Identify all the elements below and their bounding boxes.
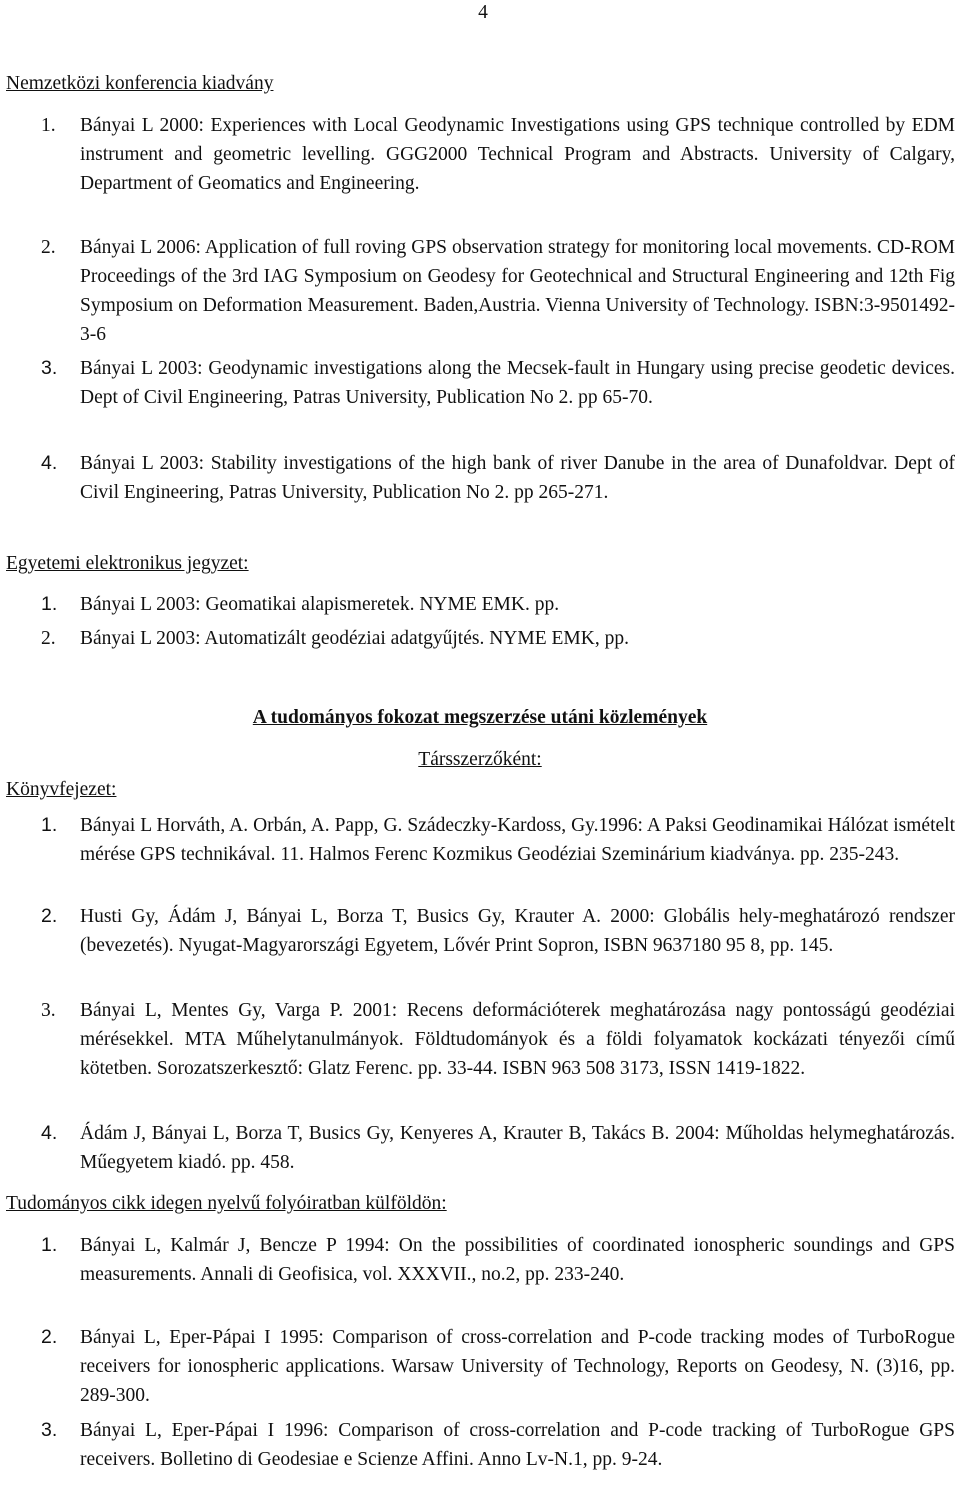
- list-item: [41, 590, 955, 619]
- list-item: [41, 996, 955, 1083]
- item-text: Bányai L, Eper-Pápai I 1996: Comparison of cross-correlation and P-code tracking of TurboRogue GPS receivers. Bolletino di Geodesiae e Scienze Affini. Anno Lv-N.1, pp. 9-24.: [80, 1420, 955, 1470]
- item-number: 1.: [41, 1234, 58, 1256]
- page-number: 4: [478, 2, 488, 23]
- section-heading-conference: Nemzetközi konferencia kiadvány: [6, 73, 274, 94]
- list-item: [41, 233, 955, 349]
- item-text: Bányai L, Mentes Gy, Varga P. 2001: Recens deformációterek meghatározása nagy pontosságú geodéziai mérésekkel. MTA Műhelytanulmányok. Földtudományok és a földi folyamatok kockázati tényezői című kötetben. Sorozatszerkesztő: Glatz Ferenc. pp. 33-44. ISBN 963 508 3173, ISSN 1419-1822.: [80, 1000, 955, 1079]
- list-item: [41, 1231, 955, 1289]
- list-item: [41, 624, 955, 653]
- item-text: Husti Gy, Ádám J, Bányai L, Borza T, Busics Gy, Krauter A. 2000: Globális hely-meghatározó rendszer (bevezetés). Nyugat-Magyarországi Egyetem, Lővér Print Sopron, ISBN 9637180 95 8, pp. 145.: [80, 906, 955, 956]
- item-number: 1.: [41, 115, 56, 136]
- item-text: Bányai L 2003: Geomatikai alapismeretek. NYME EMK. pp.: [80, 594, 560, 615]
- item-text: Bányai L Horváth, A. Orbán, A. Papp, G. Szádeczky-Kardoss, Gy.1996: A Paksi Geodinamikai Hálózat ismételt mérése GPS technikával. 11. Halmos Ferenc Kozmikus Geodéziai Szeminárium kiadványa. pp. 235-243.: [80, 815, 955, 865]
- item-number: 3.: [41, 1419, 58, 1441]
- list-item: [41, 1323, 955, 1410]
- item-number: 2.: [41, 905, 58, 927]
- section-heading-lecture-notes: Egyetemi elektronikus jegyzet:: [6, 553, 249, 574]
- list-item: [41, 902, 955, 960]
- sub-title-wrap: [0, 745, 960, 774]
- item-text: Bányai L 2003: Automatizált geodéziai adatgyűjtés. NYME EMK, pp.: [80, 628, 629, 649]
- item-text: Bányai L 2003: Stability investigations of the high bank of river Danube in the area of Dunafoldvar. Dept of Civil Engineering, Patras University, Publication No 2. pp 265-271.: [80, 453, 955, 503]
- item-text: Bányai L 2000: Experiences with Local Geodynamic Investigations using GPS technique controlled by EDM instrument and geometric levelling. GGG2000 Technical Program and Abstracts. University of Calgary, Department of Geomatics and Engineering.: [80, 115, 955, 194]
- item-number: 1.: [41, 814, 58, 836]
- item-number: 2.: [41, 1326, 58, 1348]
- section-heading-foreign-articles: Tudományos cikk idegen nyelvű folyóiratban külföldön:: [6, 1193, 447, 1214]
- list-item: [41, 449, 955, 507]
- item-number: 2.: [41, 628, 56, 649]
- list-item: [41, 354, 955, 412]
- list-item: [41, 1119, 955, 1177]
- item-text: Bányai L 2006: Application of full roving GPS observation strategy for monitoring local movements. CD-ROM Proceedings of the 3rd IAG Symposium on Geodesy for Geotechnical and Structural Engineering and 12th Fig Symposium on Deformation Measurement. Baden,Austria. Vienna University of Technology. ISBN:3-9501492-3-6: [80, 237, 955, 345]
- section-heading-book-chapter: Könyvfejezet:: [6, 779, 117, 800]
- list-item: [41, 111, 955, 198]
- item-number: 4.: [41, 1122, 58, 1144]
- item-text: Bányai L 2003: Geodynamic investigations along the Mecsek-fault in Hungary using precise geodetic devices. Dept of Civil Engineering, Patras University, Publication No 2. pp 65-70.: [80, 358, 955, 408]
- item-text: Bányai L, Kalmár J, Bencze P 1994: On the possibilities of coordinated ionospheric soundings and GPS measurements. Annali di Geofisica, vol. XXXVII., no.2, pp. 233-240.: [80, 1235, 955, 1285]
- list-item: [41, 811, 955, 869]
- item-number: 1.: [41, 593, 58, 615]
- item-text: Bányai L, Eper-Pápai I 1995: Comparison of cross-correlation and P-code tracking modes of TurboRogue receivers for ionospheric applications. Warsaw University of Technology, Reports on Geodesy, N. (3)16, pp. 289-300.: [80, 1327, 955, 1406]
- item-number: 4.: [41, 452, 58, 474]
- list-item: [41, 1416, 955, 1474]
- item-number: 3.: [41, 357, 58, 379]
- main-title: A tudományos fokozat megszerzése utáni közlemények: [252, 707, 708, 728]
- item-number: 3.: [41, 1000, 56, 1021]
- item-text: Ádám J, Bányai L, Borza T, Busics Gy, Kenyeres A, Krauter B, Takács B. 2004: Műholdas helymeghatározás. Műegyetem kiadó. pp. 458.: [80, 1123, 955, 1173]
- sub-title: Társszerzőként:: [418, 749, 542, 770]
- item-number: 2.: [41, 237, 56, 258]
